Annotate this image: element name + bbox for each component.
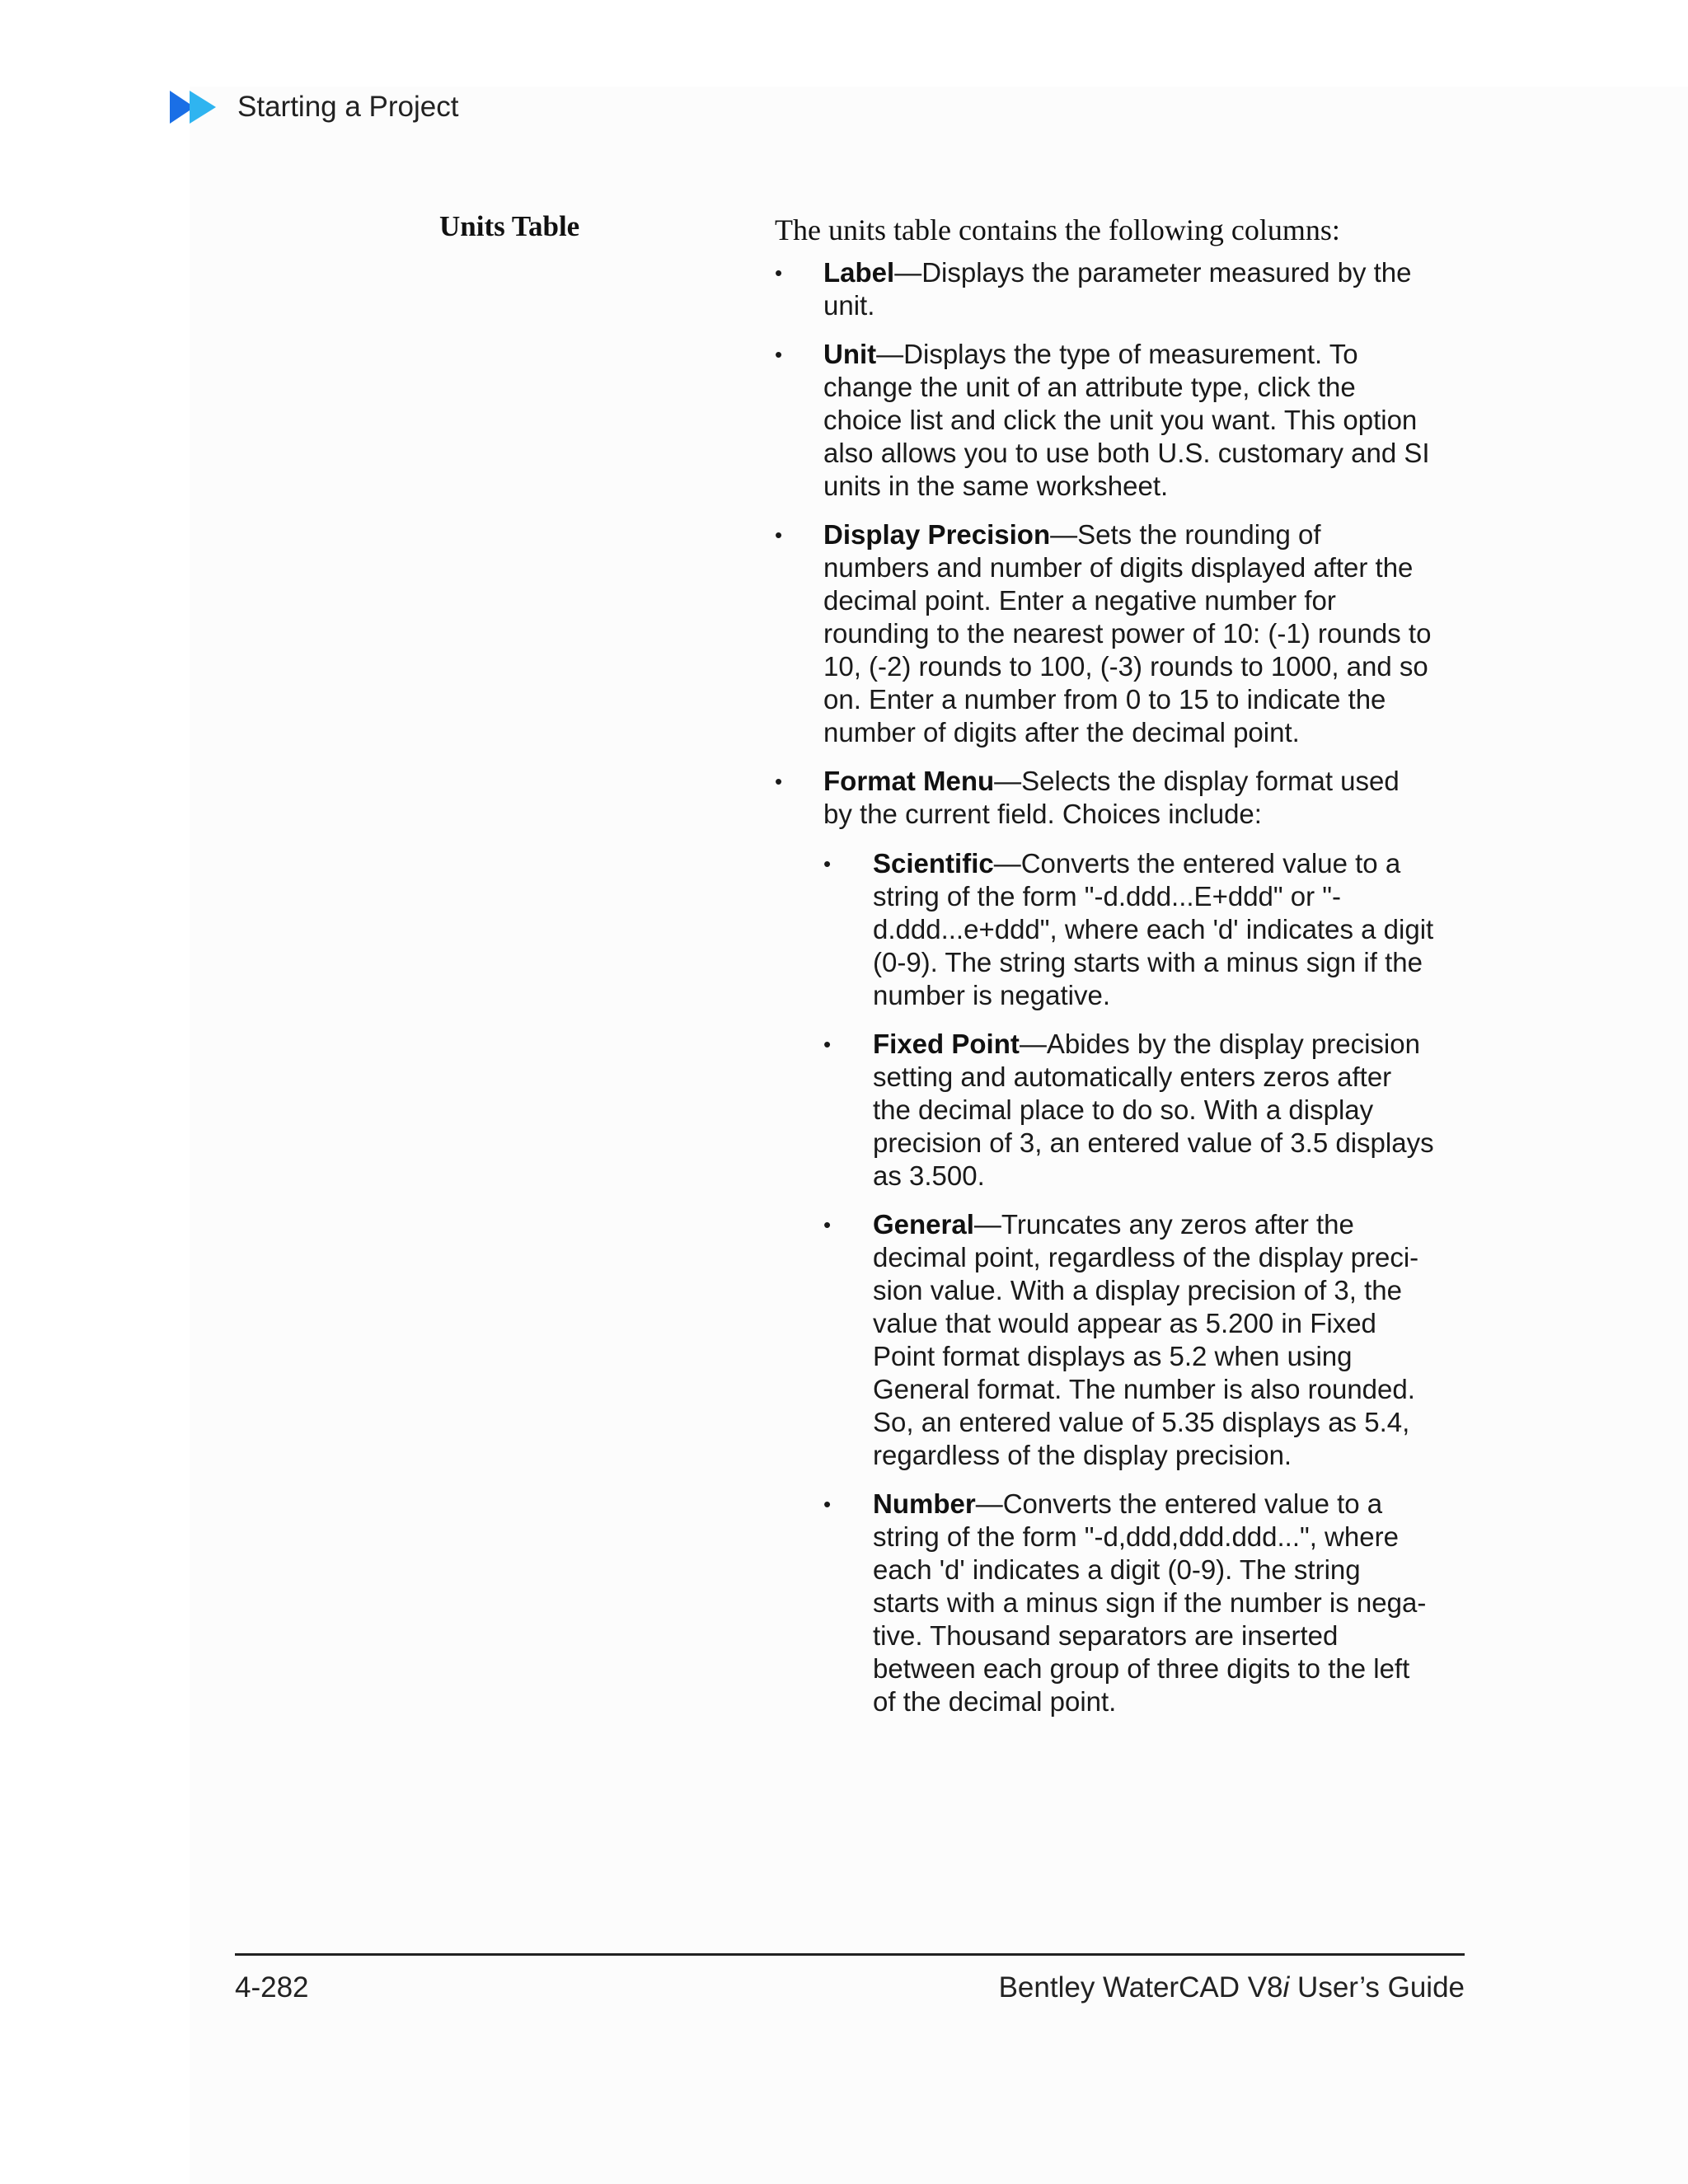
term: Number [873, 1488, 976, 1519]
list-item [775, 765, 1434, 1718]
guide-title-prefix: Bentley WaterCAD V8 [998, 1971, 1283, 2004]
description: —Truncates any zeros after the decimal point, regardless of the display precision value. With a display precision of 3, the value that would appear as 5.200 in Fixed Point format displays as 5.2 when using General format. The number is also rounded. So, an entered value of 5.35 displays as 5.4, regardless of the display precision. [873, 1209, 1419, 1470]
footer-divider [235, 1953, 1465, 1956]
description: —Sets the rounding of numbers and number of digits displayed after the decimal point. Enter a negative number for rounding to the nearest power of 10: (-1) rounds to 10, (-2) rounds to 100, (-3) rounds to 1000, and so on. Enter a number from 0 to 15 to indicate the number of digits after the decimal point. [823, 519, 1432, 748]
list-item [775, 256, 1434, 322]
description: —Abides by the display precision setting and automatically enters zeros after the decimal place to do so. With a display precision of 3, an entered value of 3.5 displays as 3.500. [873, 1029, 1434, 1191]
chapter-title: Starting a Project [237, 91, 459, 123]
term: Fixed Point [873, 1029, 1020, 1059]
sub-list-item [823, 847, 1434, 1012]
description: —Converts the entered value to a string of the form "-d,ddd,ddd.ddd...", where each 'd' indicates a digit (0-9). The string starts with a minus sign if the number is negative. Thousand separators are inserted between each group of three digits to the left of the decimal point. [873, 1488, 1427, 1717]
description: —Selects the display format used by the current field. Choices include: [823, 766, 1400, 829]
section-body [775, 210, 1434, 1734]
intro-paragraph: The units table contains the following columns: [775, 213, 1340, 246]
list-item [775, 518, 1434, 749]
list-item [775, 338, 1434, 503]
guide-title-italic: i [1282, 1971, 1290, 2004]
term: Scientific [873, 848, 994, 879]
term: Display Precision [823, 519, 1051, 550]
column-list [775, 256, 1434, 1718]
page-number: 4-282 [235, 1971, 309, 2004]
sub-list-item [823, 1488, 1434, 1718]
guide-title [999, 1971, 1465, 2004]
description: —Displays the parameter measured by the unit. [823, 257, 1412, 321]
section-label: Units Table [439, 210, 580, 242]
sub-list-item [823, 1028, 1434, 1193]
term: General [873, 1209, 974, 1240]
running-header [170, 87, 458, 128]
description: —Displays the type of measurement. To change the unit of an attribute type, click the choice list and click the unit you want. This option also allows you to use both U.S. customary and SI units in the same worksheet. [823, 339, 1430, 501]
term: Label [823, 257, 895, 288]
format-choices-list [823, 847, 1434, 1718]
term: Format Menu [823, 766, 995, 796]
guide-title-suffix: User’s Guide [1289, 1971, 1465, 2004]
term: Unit [823, 339, 877, 369]
double-chevron-right-icon [170, 89, 223, 125]
description: —Converts the entered value to a string of the form "-d.ddd...E+ddd" or "-d.ddd...e+ddd", where each 'd' indicates a digit (0-9). The string starts with a minus sign if the number is negative. [873, 848, 1434, 1010]
sub-list-item [823, 1208, 1434, 1472]
